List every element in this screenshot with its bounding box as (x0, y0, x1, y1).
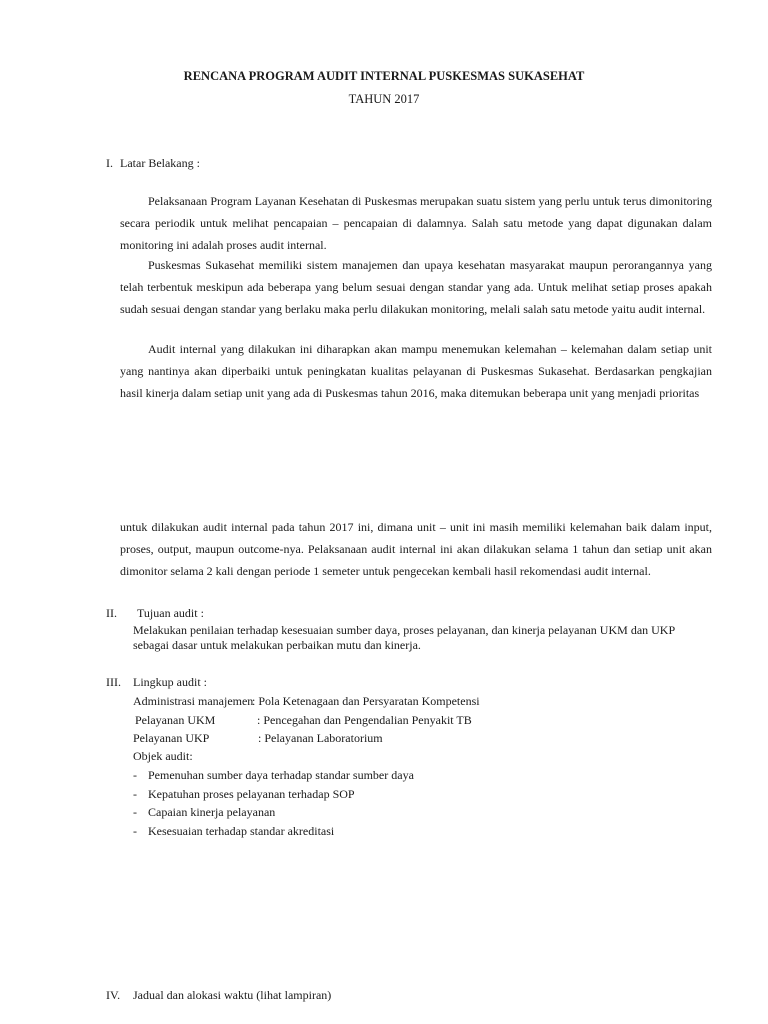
objects-heading: Objek audit: (133, 749, 193, 763)
section-3-heading: Lingkup audit : (133, 675, 207, 689)
scope-value: : Pola Ketenagaan dan Persyaratan Kompetensi (252, 694, 480, 708)
section-2-text: Melakukan penilaian terhadap kesesuaian sumber daya, proses pelayanan, dan kinerja pelayanan UKM dan UKP sebagai dasar untuk melakukan perbaikan mutu dan kinerja. (133, 623, 675, 652)
section-1-number: I. (106, 156, 113, 170)
section-1-heading: Latar Belakang : (120, 156, 200, 170)
section-2-heading: Tujuan audit : (137, 606, 204, 620)
bullet-dash: - (133, 824, 137, 838)
scope-value: : Pencegahan dan Pengendalian Penyakit TB (257, 713, 472, 727)
section-1-paragraph-1 (120, 190, 712, 256)
scope-row-administration (133, 694, 480, 708)
document-year: TAHUN 2017 (348, 92, 420, 106)
paragraph-3-text: Audit internal yang dilakukan ini diharapkan akan mampu menemukan kelemahan – kelemahan dalam setiap unit yang nantinya akan diperbaiki untuk peningkatan kualitas pelayanan di Puskesmas Sukasehat. Berdasarkan pengkajian hasil kinerja dalam setiap unit yang ada di Puskesmas tahun 2016, maka ditemukan beberapa unit yang menjadi prioritas (120, 342, 712, 400)
scope-row-ukm (135, 713, 472, 727)
scope-label: Administrasi manajemen (133, 694, 254, 708)
document-title: RENCANA PROGRAM AUDIT INTERNAL PUSKESMAS SUKASEHAT (183, 69, 585, 83)
list-item (133, 824, 334, 838)
scope-value: : Pelayanan Laboratorium (258, 731, 383, 745)
section-4-number: IV. (106, 988, 121, 1002)
scope-label: Pelayanan UKP (133, 731, 210, 745)
list-item (133, 805, 275, 819)
paragraph-1-text: Pelaksanaan Program Layanan Kesehatan di Puskesmas merupakan suatu sistem yang perlu untuk terus dimonitoring secara periodik untuk melihat pencapaian – pencapaian di dalamnya. Salah satu metode yang dapat digunakan dalam monitoring ini adalah proses audit internal. (120, 194, 712, 252)
list-item-text: Kesesuaian terhadap standar akreditasi (148, 824, 335, 838)
section-2-number: II. (106, 606, 117, 620)
section-4-heading: Jadual dan alokasi waktu (lihat lampiran) (133, 988, 332, 1002)
section-3-number: III. (106, 675, 121, 689)
list-item-text: Pemenuhan sumber daya terhadap standar sumber daya (148, 768, 414, 782)
bullet-dash: - (133, 787, 137, 801)
scope-label: Pelayanan UKM (135, 713, 216, 727)
scope-row-ukp (133, 731, 383, 745)
list-item (133, 768, 414, 782)
list-item-text: Capaian kinerja pelayanan (148, 805, 276, 819)
list-item-text: Kepatuhan proses pelayanan terhadap SOP (148, 787, 355, 801)
list-item (133, 787, 355, 801)
bullet-dash: - (133, 768, 137, 782)
paragraph-4-text: untuk dilakukan audit internal pada tahun 2017 ini, dimana unit – unit ini masih memiliki kelemahan baik dalam input, proses, output, maupun outcome-nya. Pelaksanaan audit internal ini akan dilakukan selama 1 tahun dan setiap unit akan dimonitor selama 2 kali dengan periode 1 semeter untuk pengecekan kembali hasil rekomendasi audit internal. (120, 520, 712, 578)
paragraph-2-text: Puskesmas Sukasehat memiliki sistem manajemen dan upaya kesehatan masyarakat maupun perorangannya yang telah terbentuk meskipun ada beberapa yang belum sesuai dengan standar yang ada. Untuk melihat setiap proses apakah sudah sesuai dengan standar yang berlaku maka perlu dilakukan monitoring, melali salah satu metode yaitu audit internal. (120, 258, 712, 316)
section-1-paragraph-3 (120, 338, 712, 404)
section-1-paragraph-4 (120, 516, 712, 582)
section-1-paragraph-2 (120, 254, 712, 320)
bullet-dash: - (133, 805, 137, 819)
